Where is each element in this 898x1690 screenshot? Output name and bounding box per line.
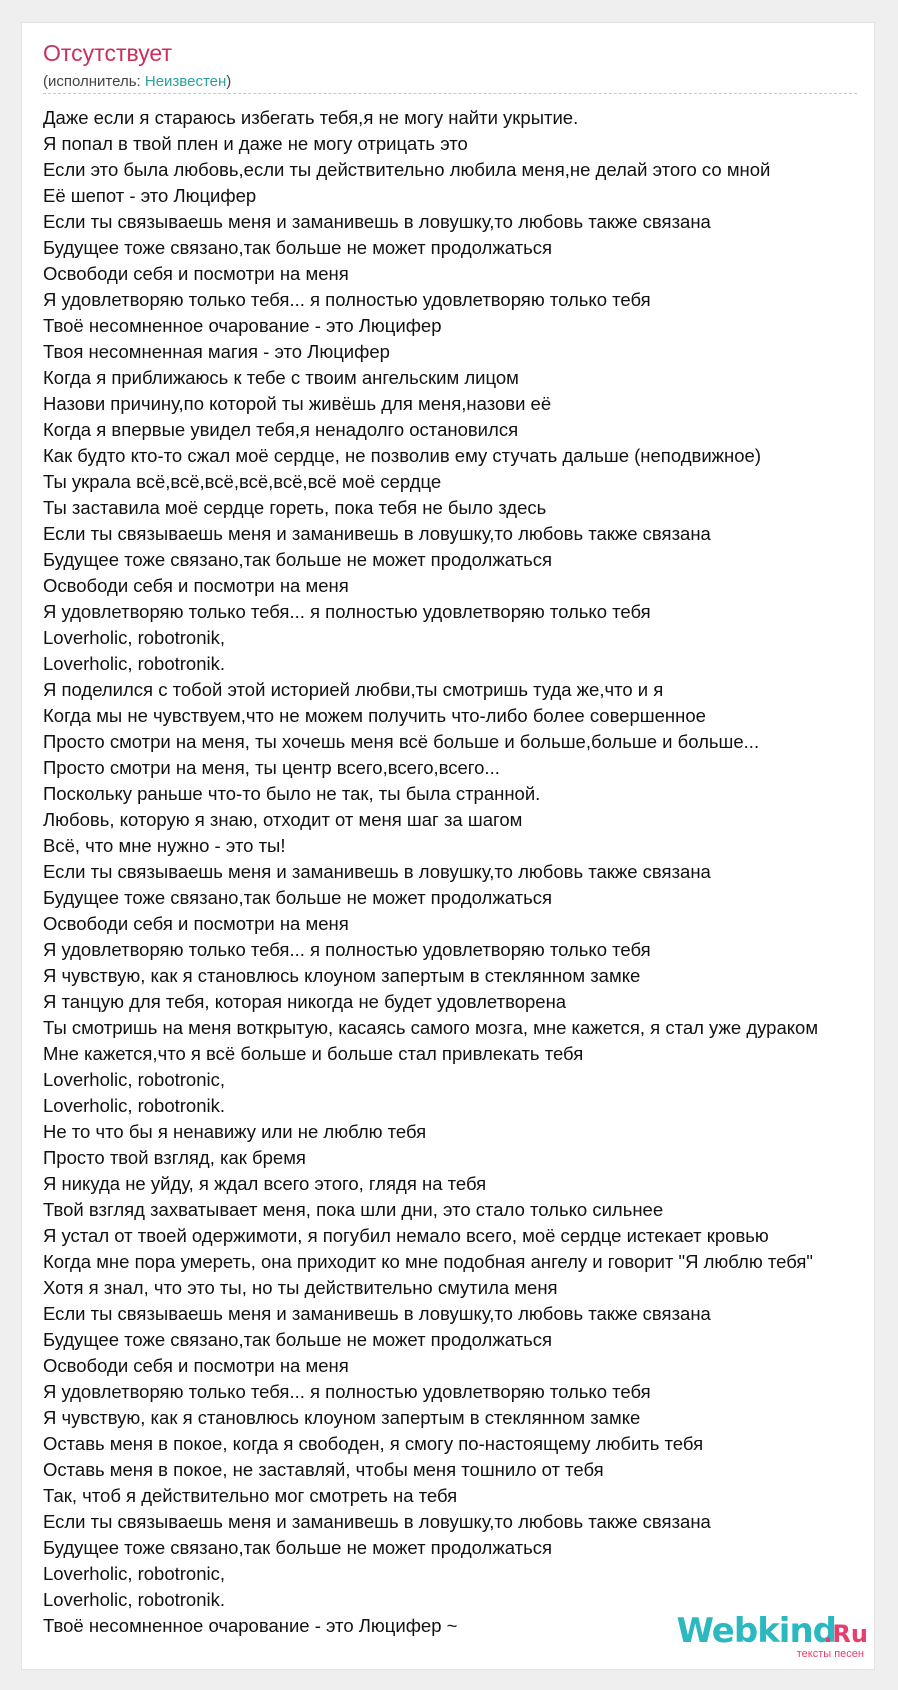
lyric-line: Если ты связываешь меня и заманивешь в ловушку,то любовь также связана: [43, 861, 711, 882]
lyric-line: Будущее тоже связано,так больше не может продолжаться: [43, 237, 552, 258]
lyric-line: Я попал в твой плен и даже не могу отрицать это: [43, 133, 468, 154]
lyric-line: Loverholic, robotronik.: [43, 1589, 226, 1610]
lyric-line: Будущее тоже связано,так больше не может продолжаться: [43, 887, 552, 908]
lyric-line: Loverholic, robotronik,: [43, 627, 226, 648]
lyric-line: Когда мне пора умереть, она приходит ко мне подобная ангелу и говорит "Я люблю тебя": [43, 1251, 813, 1272]
lyric-line: Твоё несомненное очарование - это Люцифер: [43, 315, 442, 336]
lyric-line: Даже если я стараюсь избегать тебя,я не могу найти укрытие.: [43, 107, 579, 128]
lyrics-card: [21, 22, 875, 1670]
lyric-line: Я удовлетворяю только тебя... я полностью удовлетворяю только тебя: [43, 939, 651, 960]
lyric-line: Я удовлетворяю только тебя... я полностью удовлетворяю только тебя: [43, 601, 651, 622]
header-divider: [43, 93, 857, 94]
lyric-line: Если ты связываешь меня и заманивешь в ловушку,то любовь также связана: [43, 1511, 711, 1532]
lyric-line: Я удовлетворяю только тебя... я полностью удовлетворяю только тебя: [43, 1381, 651, 1402]
lyric-line: Если это была любовь,если ты действительно любила меня,не делай этого со мной: [43, 159, 771, 180]
lyrics-list: [43, 105, 875, 1639]
lyric-line: Ты смотришь на меня воткрытую, касаясь самого мозга, мне кажется, я стал уже дураком: [43, 1017, 819, 1038]
lyric-line: Мне кажется,что я всё больше и больше стал привлекать тебя: [43, 1043, 584, 1064]
lyric-line: Loverholic, robotronik.: [43, 1095, 226, 1116]
lyric-line: Я никуда не уйду, я ждал всего этого, глядя на тебя: [43, 1173, 487, 1194]
lyric-line: Твоё несомненное очарование - это Люцифер ~: [43, 1615, 458, 1636]
song-title: Отсутствует: [43, 40, 172, 66]
lyric-line: Loverholic, robotronik.: [43, 653, 226, 674]
lyric-line: Освободи себя и посмотри на меня: [43, 575, 349, 596]
lyric-line: Я чувствую, как я становлюсь клоуном запертым в стеклянном замке: [43, 1407, 641, 1428]
lyric-line: Будущее тоже связано,так больше не может продолжаться: [43, 549, 552, 570]
lyric-line: Loverholic, robotronic,: [43, 1069, 226, 1090]
lyric-line: Просто твой взгляд, как бремя: [43, 1147, 306, 1168]
lyric-line: Оставь меня в покое, не заставляй, чтобы меня тошнило от тебя: [43, 1459, 604, 1480]
lyric-line: Если ты связываешь меня и заманивешь в ловушку,то любовь также связана: [43, 211, 711, 232]
lyric-line: Будущее тоже связано,так больше не может продолжаться: [43, 1537, 552, 1558]
lyric-line: Когда я приближаюсь к тебе с твоим ангельским лицом: [43, 367, 519, 388]
lyric-line: Любовь, которую я знаю, отходит от меня шаг за шагом: [43, 809, 523, 830]
lyric-line: Loverholic, robotronic,: [43, 1563, 226, 1584]
lyric-line: Оставь меня в покое, когда я свободен, я смогу по-настоящему любить тебя: [43, 1433, 704, 1454]
meta-prefix: (исполнитель:: [43, 73, 145, 90]
lyric-line: Я танцую для тебя, которая никогда не будет удовлетворена: [43, 991, 567, 1012]
lyric-line: Просто смотри на меня, ты центр всего,всего,всего...: [43, 757, 500, 778]
site-logo[interactable]: [678, 1611, 868, 1663]
logo-tagline: тексты песен: [796, 1648, 864, 1660]
lyric-line: Её шепот - это Люцифер: [43, 185, 257, 206]
artist-link[interactable]: Неизвестен: [144, 73, 227, 90]
lyric-line: Освободи себя и посмотри на меня: [43, 263, 349, 284]
lyric-line: Будущее тоже связано,так больше не может продолжаться: [43, 1329, 552, 1350]
lyric-line: Просто смотри на меня, ты хочешь меня всё больше и больше,больше и больше...: [43, 731, 760, 752]
lyric-line: Назови причину,по которой ты живёшь для меня,назови её: [43, 393, 552, 414]
lyric-line: Я чувствую, как я становлюсь клоуном запертым в стеклянном замке: [43, 965, 641, 986]
lyric-line: Хотя я знал, что это ты, но ты действительно смутила меня: [43, 1277, 558, 1298]
lyric-line: Не то что бы я ненавижу или не люблю тебя: [43, 1121, 427, 1142]
lyric-line: Ты украла всё,всё,всё,всё,всё,всё моё сердце: [43, 471, 442, 492]
logo-domain-suffix: .Ru: [823, 1620, 868, 1648]
lyric-line: Если ты связываешь меня и заманивешь в ловушку,то любовь также связана: [43, 1303, 711, 1324]
lyric-line: Я поделился с тобой этой историей любви,ты смотришь туда же,что и я: [43, 679, 664, 700]
lyric-line: Ты заставила моё сердце гореть, пока тебя не было здесь: [43, 497, 547, 518]
lyric-line: Я удовлетворяю только тебя... я полностью удовлетворяю только тебя: [43, 289, 651, 310]
lyric-line: Поскольку раньше что-то было не так, ты была странной.: [43, 783, 541, 804]
lyric-line: Когда я впервые увидел тебя,я ненадолго остановился: [43, 419, 519, 440]
logo-wordmark: Webkind: [676, 1611, 836, 1651]
lyric-line: Освободи себя и посмотри на меня: [43, 1355, 349, 1376]
lyric-line: Так, чтоб я действительно мог смотреть на тебя: [43, 1485, 458, 1506]
meta-suffix: ): [226, 73, 232, 90]
song-meta: [43, 73, 231, 90]
lyric-line: Твой взгляд захватывает меня, пока шли дни, это стало только сильнее: [43, 1199, 664, 1220]
lyric-line: Как будто кто-то сжал моё сердце, не позволив ему стучать дальше (неподвижное): [43, 445, 761, 466]
lyric-line: Всё, что мне нужно - это ты!: [43, 835, 286, 856]
lyric-line: Когда мы не чувствуем,что не можем получить что-либо более совершенное: [43, 705, 706, 726]
lyric-line: Твоя несомненная магия - это Люцифер: [43, 341, 390, 362]
lyric-line: Если ты связываешь меня и заманивешь в ловушку,то любовь также связана: [43, 523, 711, 544]
lyric-line: Освободи себя и посмотри на меня: [43, 913, 349, 934]
lyric-line: Я устал от твоей одержимоти, я погубил немало всего, моё сердце истекает кровью: [43, 1225, 769, 1246]
